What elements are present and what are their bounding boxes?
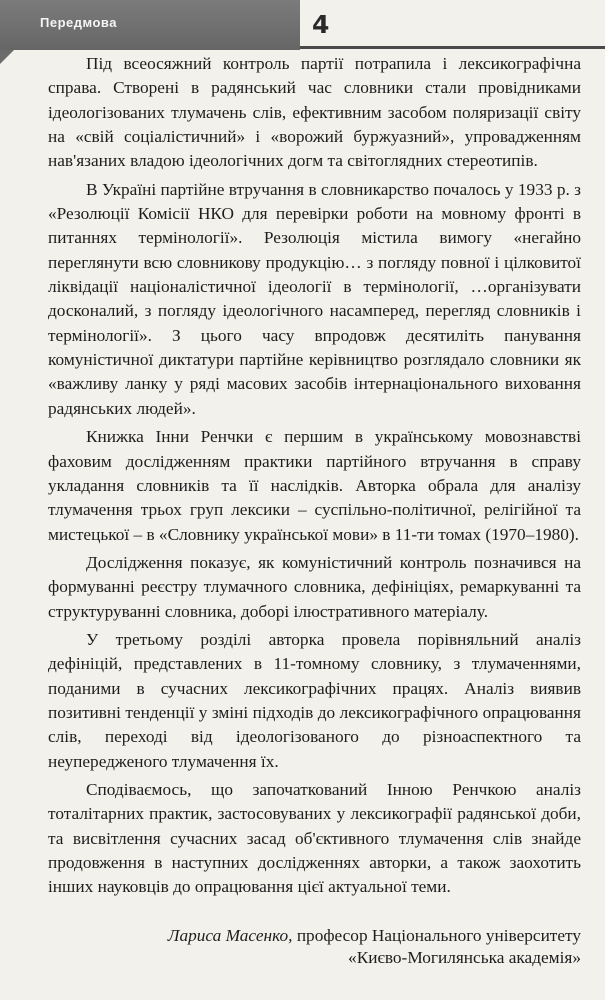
paragraph: Сподіваємось, що започаткований Інною Ренчкою аналіз тоталітарних практик, застосовуваних у лексикографії радянської доби, та висвітлення сучасних засад об'єктивного тлумачення слів знайде продовження в наступних дослідженнях авторки, а також заохотить інших науковців до опрацювання цієї актуальної теми. (48, 779, 581, 897)
section-title: Передмова (40, 15, 117, 30)
header-rule (300, 46, 605, 49)
paragraph: В Україні партійне втручання в словникарство почалось у 1933 р. з «Резолюції Комісії НКО для перевірки роботи на мовному фронті в питаннях термінології». Резолюція містила вимогу «негайно переглянути всю словникову продукцію… з погляду повної і цілковитої ліквідації націоналістичної ідеології в термінології, …організувати досконалий, з погляду ідеологічного насамперед, перегляд словників і термінології». З цього часу впродовж десятиліть панування комуністичної диктатури партійне керівництво розглядало словники як «важливу ланку у ряді масових засобів інтернаціонального виховання радянських людей». (48, 179, 581, 418)
signature-title: професор Національного університету (296, 926, 581, 945)
paragraph: У третьому розділі авторка провела порівняльний аналіз дефініцій, представлених в 11-томному словнику, з тлумаченнями, поданими в сучасних лексикографічних працях. Аналіз виявив позитивні тенденції у зміні підходів до лексикографічного опрацювання слів, переході від ідеологізованого до різноаспектного та неупередженого тлумачення їх. (48, 629, 581, 771)
signature-name: Лариса Масенко, (167, 926, 293, 945)
header-tab-notch (0, 50, 14, 64)
page-header (0, 0, 605, 50)
signature-institution: «Києво-Могилянська академія» (348, 948, 581, 967)
signature-line-1 (48, 925, 581, 947)
page-number: 4 (312, 10, 330, 39)
paragraph: Дослідження показує, як комуністичний контроль позначився на формуванні реєстру тлумачного словника, дефініціях, ремаркуванні та структуруванні словника, доборі ілюстративного матеріалу. (48, 552, 581, 621)
header-tab (0, 0, 300, 50)
signature-block (48, 925, 581, 969)
paragraph: Під всеосяжний контроль партії потрапила і лексикографічна справа. Створені в радянський час словники стали провідниками ідеологізованих тлумачень слів, ефективним засобом поляризації світу на «свій соціалістичний» і «ворожий буржуазний», упровадженням нав'язаних владою ідеологічних догм та світоглядних стереотипів. (48, 54, 581, 171)
paragraph: Книжка Інни Ренчки є першим в українському мовознавстві фаховим дослідженням практики партійного втручання в справу укладання словників та її наслідків. Авторка обрала для аналізу тлумачення трьох груп лексики – суспільно-політичної, релігійної та мистецької – в «Словнику української мови» в 11-ти томах (1970–1980). (48, 427, 581, 544)
body-text (48, 52, 581, 904)
